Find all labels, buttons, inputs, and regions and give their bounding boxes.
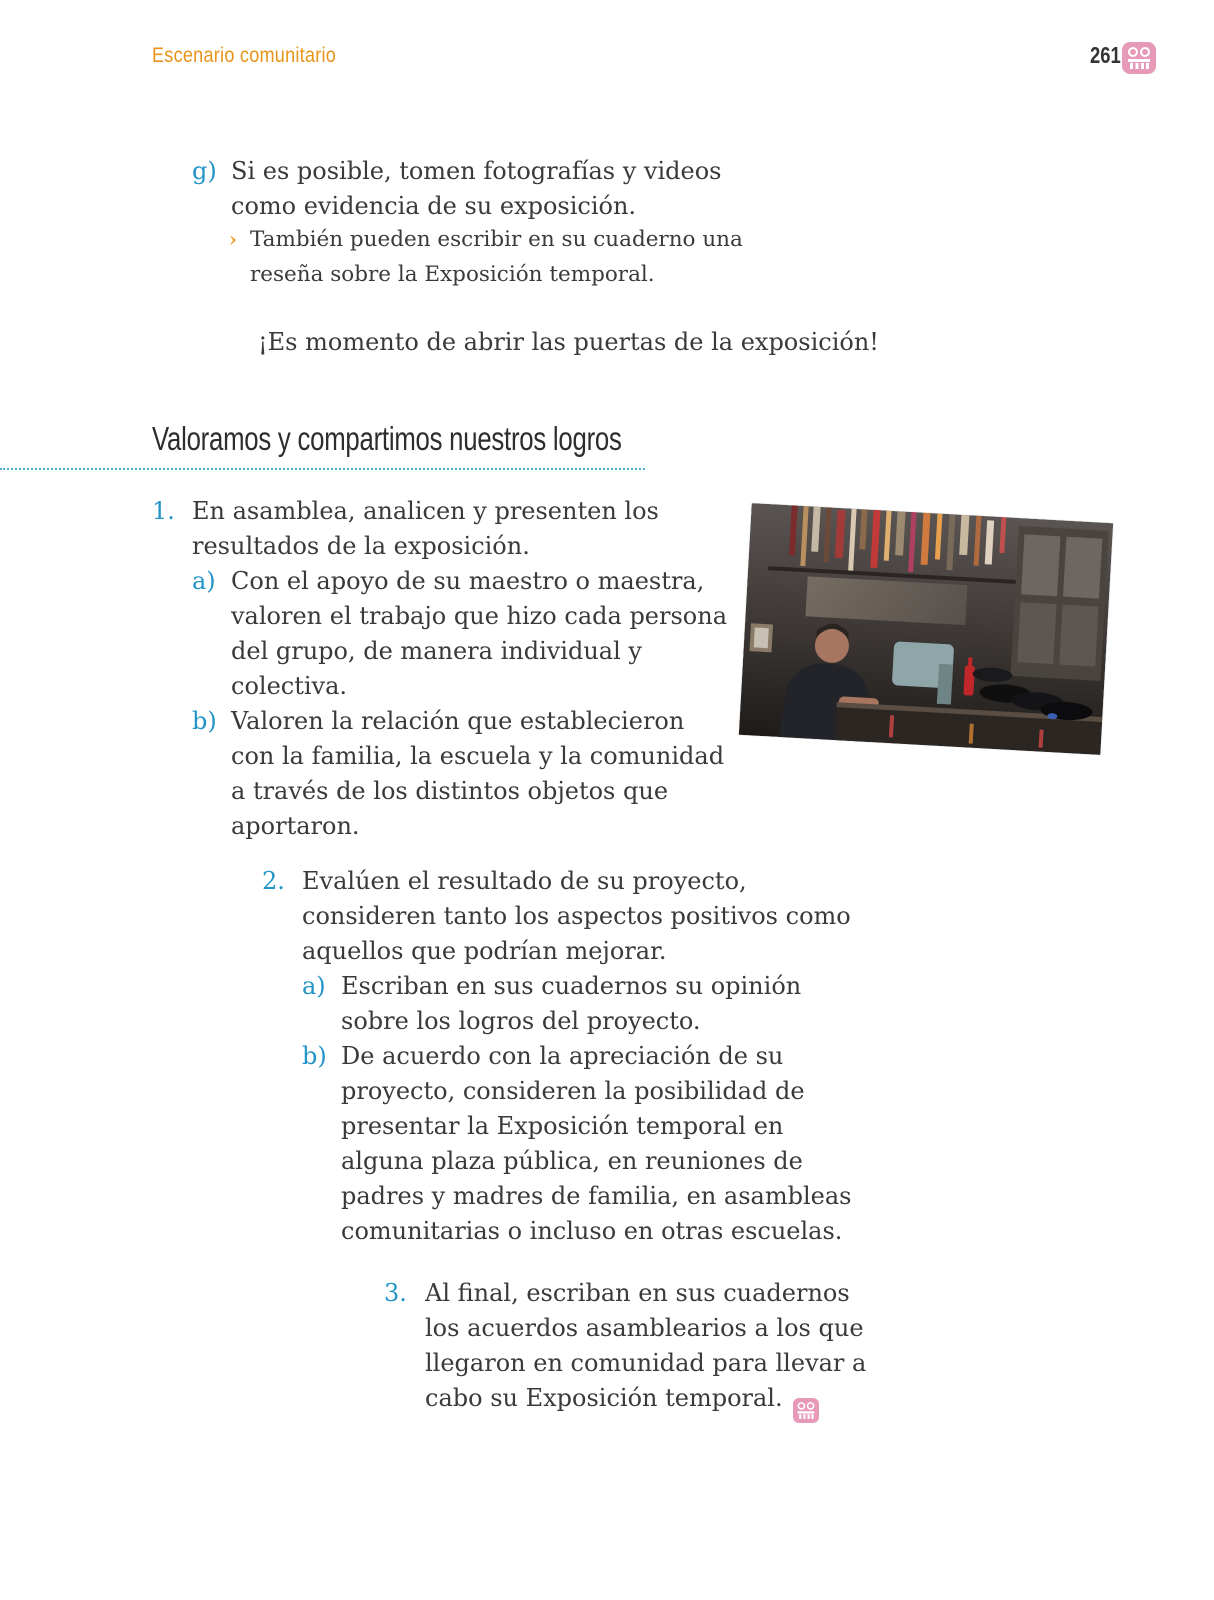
item-1a-line: Con el apoyo de su maestro o maestra, xyxy=(231,567,705,595)
exclamation-text: ¡Es momento de abrir las puertas de la exposición! xyxy=(258,328,879,356)
end-mark-logo-icon xyxy=(793,1398,819,1423)
item-1b-line: con la familia, la escuela y la comunidad xyxy=(231,742,725,770)
item-2b-line: proyecto, consideren la posibilidad de xyxy=(341,1077,805,1105)
item-2b-line: De acuerdo con la apreciación de su xyxy=(341,1042,784,1070)
item-2-line: aquellos que podrían mejorar. xyxy=(302,937,667,965)
item-2b-label: b) xyxy=(302,1042,327,1070)
item-2b-line: comunitarias o incluso en otras escuelas. xyxy=(341,1217,843,1245)
item-1-line: En asamblea, analicen y presenten los xyxy=(192,497,659,525)
item-2-line: consideren tanto los aspectos positivos como xyxy=(302,902,851,930)
item-2b-line: padres y madres de familia, en asambleas xyxy=(341,1182,852,1210)
book-logo-icon xyxy=(1122,42,1156,74)
item-3-line: llegaron en comunidad para llevar a xyxy=(425,1349,867,1377)
page-number: 261 xyxy=(1090,42,1121,68)
item-1b-line: Valoren la relación que establecieron xyxy=(231,707,685,735)
item-1-line: resultados de la exposición. xyxy=(192,532,530,560)
shoemaker-workshop-photo xyxy=(739,503,1113,755)
item-2a-line: Escriban en sus cuadernos su opinión xyxy=(341,972,802,1000)
item-1-label: 1. xyxy=(152,497,175,525)
section-heading: Valoramos y compartimos nuestros logros xyxy=(152,420,622,457)
item-1a-line: valoren el trabajo que hizo cada persona xyxy=(231,602,728,630)
item-1a-label: a) xyxy=(192,567,216,595)
note-bullet-icon: › xyxy=(229,227,237,251)
item-1a-line: colectiva. xyxy=(231,672,348,700)
item-2a-label: a) xyxy=(302,972,326,1000)
item-2-line: Evalúen el resultado de su proyecto, xyxy=(302,867,747,895)
item-3-line: los acuerdos asamblearios a los que xyxy=(425,1314,864,1342)
item-1b-line: a través de los distintos objetos que xyxy=(231,777,669,805)
item-3-line: Al final, escriban en sus cuadernos xyxy=(425,1279,850,1307)
item-2-label: 2. xyxy=(262,867,285,895)
item-g-line: Si es posible, tomen fotografías y videos xyxy=(231,157,722,185)
item-g-note-line: reseña sobre la Exposición temporal. xyxy=(250,262,655,287)
item-g-label: g) xyxy=(192,157,217,185)
heading-divider xyxy=(0,468,645,470)
item-g-note-line: También pueden escribir en su cuaderno una xyxy=(250,227,743,252)
item-1b-line: aportaron. xyxy=(231,812,360,840)
item-1a-line: del grupo, de manera individual y xyxy=(231,637,642,665)
item-2b-line: presentar la Exposición temporal en xyxy=(341,1112,784,1140)
item-2b-line: alguna plaza pública, en reuniones de xyxy=(341,1147,803,1175)
item-3-line: cabo su Exposición temporal. xyxy=(425,1384,783,1412)
item-g-line: como evidencia de su exposición. xyxy=(231,192,637,220)
item-1b-label: b) xyxy=(192,707,217,735)
section-title: Escenario comunitario xyxy=(152,44,337,67)
item-3-label: 3. xyxy=(384,1279,407,1307)
item-2a-line: sobre los logros del proyecto. xyxy=(341,1007,701,1035)
